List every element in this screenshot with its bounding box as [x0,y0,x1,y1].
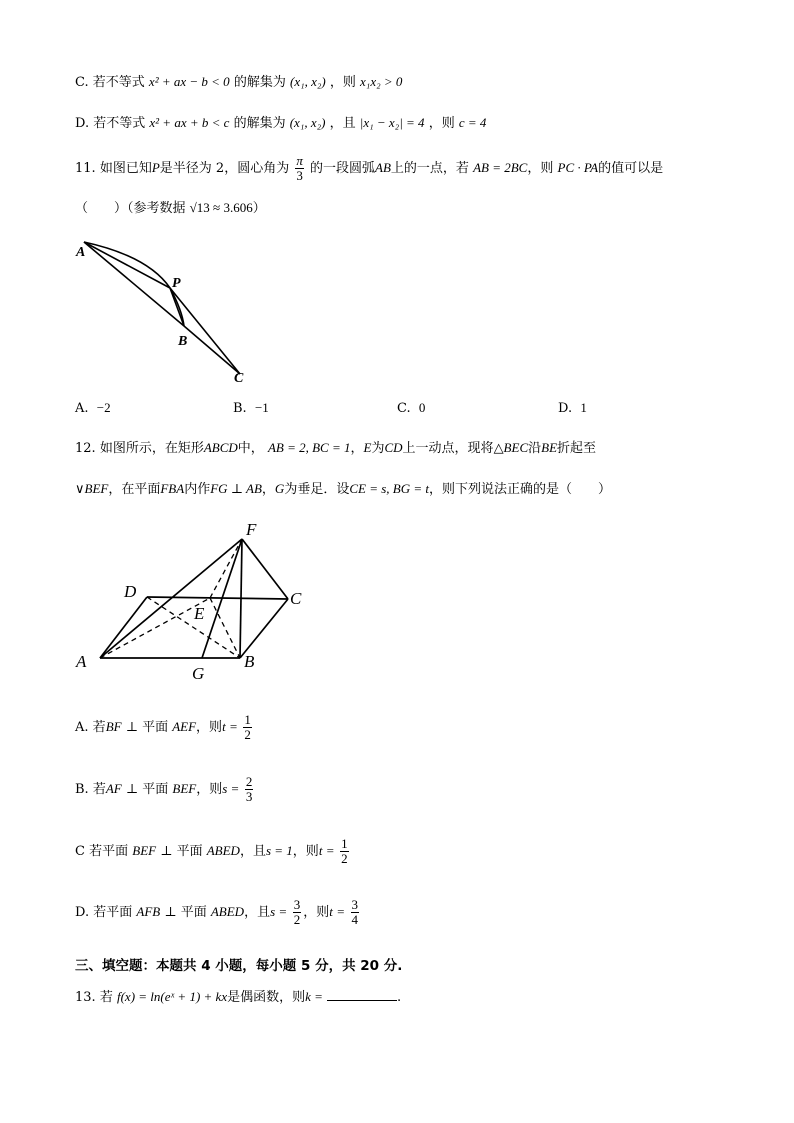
text: ，在平面 [108,482,161,497]
variable: k = [305,989,323,1004]
variables: CE = s, BG = t [349,481,429,496]
text: ， [350,441,364,456]
text: （参考数据 [127,201,186,216]
text: 为垂足．设 [284,482,350,497]
text: 若 [92,782,106,797]
q11-stem-line2 [75,198,266,219]
text: 如图所示，在矩形 [99,441,204,456]
option-letter: C. [397,401,411,416]
label-b: B [178,334,188,349]
q10-option-d [75,113,486,134]
label-c: C [290,589,302,608]
q13-stem [75,986,401,1008]
segment-label: BE [541,440,558,455]
denominator: 4 [351,912,359,927]
q12-stem-line1 [75,438,596,459]
question-number: 13. [75,990,96,1005]
text: 为 [371,441,385,456]
denominator: 2 [341,851,348,866]
segment-ab [84,242,184,326]
answer-blank[interactable] [327,986,397,1001]
text: 若不等式 [93,116,146,131]
text: ，则 [428,116,455,131]
plane-label: ABED [210,904,245,919]
point-label: G [274,481,285,496]
text: ⊥ 平面 [160,844,203,859]
q12-option-a[interactable] [75,712,254,743]
condition: s = 1 [265,843,293,858]
vector-equation: AB = 2BC [473,160,528,175]
perpendicular: FG ⊥ AB [210,481,262,496]
text: ，则 [196,720,223,735]
q11-figure [70,230,260,390]
q11-stem-line1 [75,154,663,183]
q12-option-d[interactable] [75,897,361,928]
text: ，则 [292,844,319,859]
denominator: 2 [244,727,251,742]
plane-label: AFB [136,904,161,919]
text: 是半径为 2，圆心角为 [159,161,290,176]
point-label: P [151,160,160,175]
inequality: x² + ax − b < 0 [148,74,230,89]
equals: = [337,904,345,919]
q12-option-b[interactable] [75,774,255,805]
text: ，则下列说法正确的是（ ） [429,482,612,497]
arc-label: AB [375,160,391,175]
conclusion: x₁x₂ > 0 [360,74,403,89]
q12-figure [70,515,320,690]
q11-option-a[interactable] [75,400,111,416]
option-value: 1 [580,400,587,415]
point-label: E [363,440,372,455]
text: 折起至 [557,441,597,456]
variable: t [222,719,226,734]
text: ，则 [329,75,356,90]
reference-value: √13 ≈ 3.606 [189,200,253,215]
label-f: F [246,520,257,539]
text: ⊥ 平面 [164,905,207,920]
text: ⊥ 平面 [125,782,169,797]
segment-bc [184,326,240,374]
equals: = [229,719,238,734]
triangle-label: △BEC [493,440,529,455]
label-a: A [76,245,86,260]
line-label: BF [105,719,122,734]
variable: t [329,904,333,919]
equals: = [231,781,239,796]
variable: s [270,904,276,919]
text: 是偶函数，则 [227,990,306,1005]
question-number: 11. [75,161,96,176]
text: ，且 [244,905,271,920]
inequality: x² + ax + b < c [149,115,230,130]
text: . [397,990,402,1005]
fraction [293,898,302,927]
option-letter: C [75,844,85,859]
label-d: D [124,582,137,601]
plane-label: BEF [172,781,197,796]
text: 若 [92,720,106,735]
text: ，则 [527,161,554,176]
q12-option-c[interactable] [75,836,351,867]
option-letter: B. [233,401,247,416]
label-g: G [192,664,205,683]
edge-dc [147,597,288,599]
edge-fc [242,539,288,599]
text: ） [252,201,266,216]
label-a: A [76,652,87,671]
variable: t [318,843,323,858]
dashed-eb [210,598,240,658]
question-number: 12. [75,441,96,456]
option-letter: D. [558,401,573,416]
plane-label: ABED [206,843,240,858]
option-value: −1 [254,400,269,415]
rect-label: ABCD [203,440,238,455]
q11-option-d[interactable] [558,400,587,416]
equals: = [326,843,334,858]
section-heading: 三、填空题：本题共 4 小题，每小题 5 分，共 20 分. [75,958,403,974]
text: 的值可以是 [598,161,664,176]
answer-bracket: （ ） [75,201,128,216]
option-letter: D. [75,116,90,131]
conclusion: c = 4 [458,115,487,130]
function-expression: f(x) = ln(eˣ + 1) + kx [116,989,228,1004]
text: 上一动点，现将 [402,441,494,456]
segment-pc [170,288,240,374]
text: 沿 [528,441,542,456]
text: 的解集为 [233,116,286,131]
q12-stem-line2 [75,479,611,500]
segment-ap [84,242,170,288]
segment-label: CD [384,440,403,455]
text: 若平面 [89,844,129,859]
text: 若不等式 [92,75,145,90]
fraction [351,898,360,927]
option-letter: B. [75,782,89,797]
text: ，且 [329,116,356,131]
q11-option-c[interactable] [397,400,425,416]
numerator: 1 [244,712,251,727]
variable: s [222,781,228,796]
denominator: 3 [296,168,303,183]
dot-product: PC · PA [557,160,599,175]
option-value: −2 [96,400,111,415]
edge-ad [100,597,147,658]
text: ，则 [196,782,223,797]
label-c: C [234,371,244,386]
text: 的一段圆弧 [310,161,376,176]
label-p: P [172,276,181,291]
text: ， [261,482,275,497]
triangle-label: ∨BEF [75,481,109,496]
text: 上的一点，若 [390,161,469,176]
text: ，则 [303,905,330,920]
denominator: 2 [293,912,301,927]
text: 的解集为 [233,75,286,90]
text: ，且 [239,844,266,859]
fraction [245,775,254,804]
numerator: 3 [351,897,359,912]
solution-set: (x₁, x₂) [289,115,326,130]
text: 若平面 [93,905,133,920]
edge-fb [240,539,242,658]
numerator: 1 [341,836,348,851]
solution-set: (x₁, x₂) [289,74,326,89]
numerator: π [296,153,303,168]
fraction [295,154,304,183]
text: 如图已知 [99,161,152,176]
line-label: AF [105,781,122,796]
numerator: 3 [293,897,301,912]
condition: |x₁ − x₂| = 4 [359,115,425,130]
option-letter: D. [75,905,90,920]
text: 若 [99,990,113,1005]
label-b: B [244,652,255,671]
option-letter: A. [75,401,89,416]
text: ⊥ 平面 [125,720,169,735]
plane-label: AEF [172,719,197,734]
option-letter: A. [75,720,89,735]
text: 中， [237,441,264,456]
equals: = [279,904,287,919]
q11-option-b[interactable] [233,400,269,416]
q10-option-c [75,72,402,93]
text: 内作 [184,482,211,497]
option-value: 0 [418,400,426,415]
plane-label: BEF [132,843,157,858]
plane-label: FBA [160,481,185,496]
numerator: 2 [245,774,253,789]
edge-bc [240,599,288,658]
denominator: 3 [245,789,253,804]
fraction [243,713,252,742]
label-e: E [194,604,205,623]
fraction [340,837,349,866]
dimensions: AB = 2, BC = 1 [267,440,351,455]
option-letter: C. [75,75,89,90]
